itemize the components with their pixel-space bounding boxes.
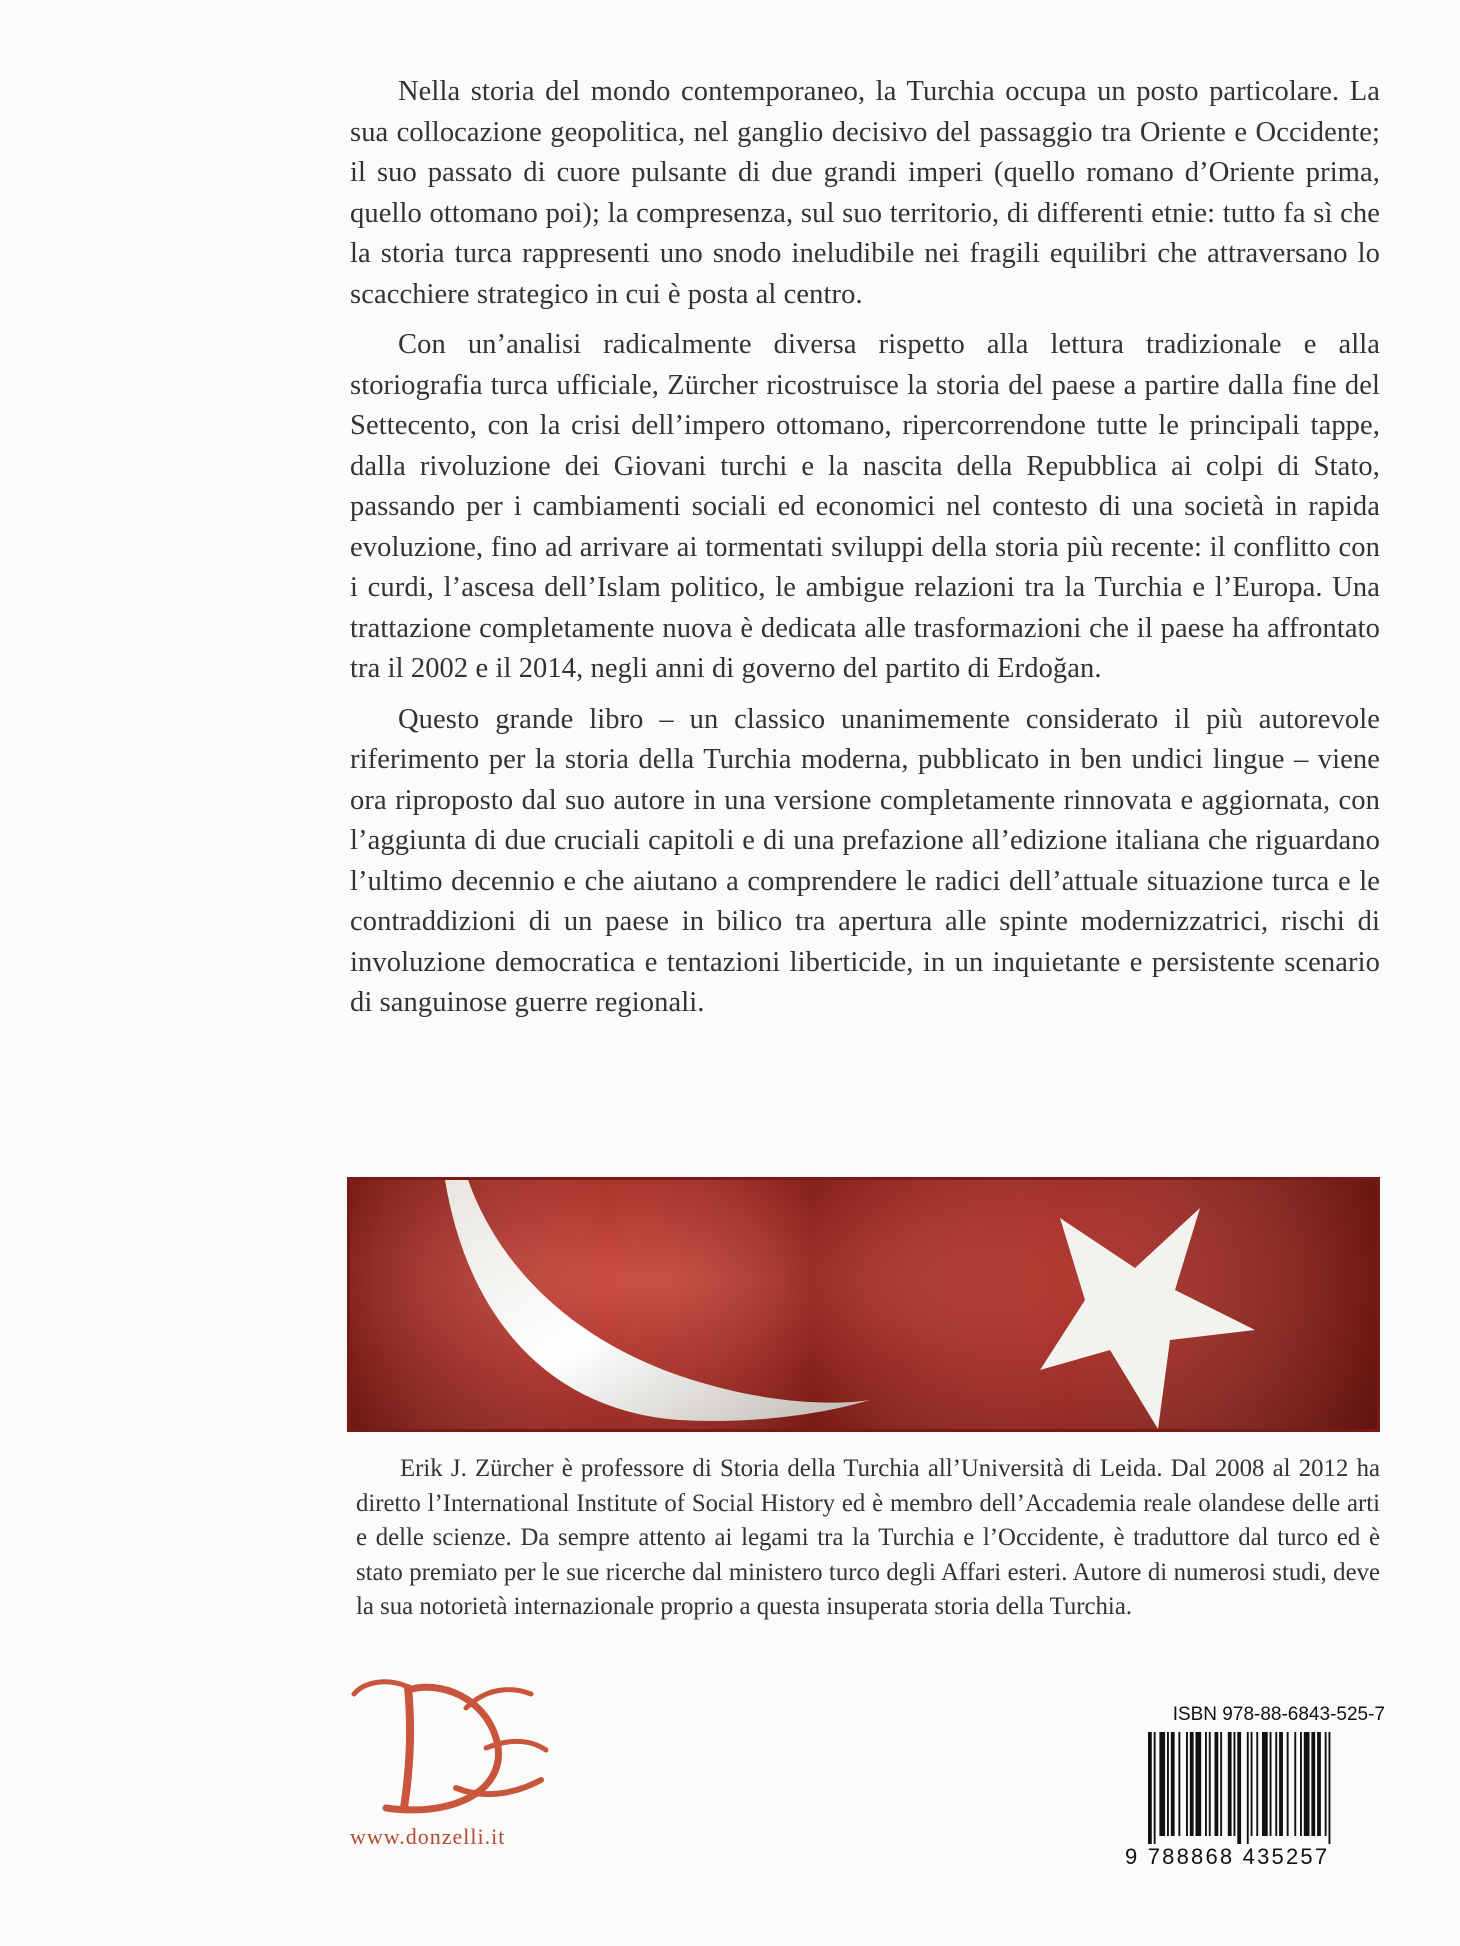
barcode-bar [1251,1732,1253,1836]
barcode-bar [1294,1732,1296,1836]
barcode-bar [1270,1732,1272,1836]
barcode-icon [1148,1732,1383,1844]
barcode-bar [1167,1732,1169,1836]
barcode-bar [1154,1732,1156,1844]
blurb-paragraph-2: Con un’analisi radicalmente diversa rispetto alla lettura tradizionale e alla storiografia turca ufficiale, Zürcher ricostruisce la storia del paese a partire dalla fine del Settecento, con la crisi dell’impero ottomano, ripercorrendone tutte le principali tappe, dalla rivoluzione dei Giovani turchi e la nascita della Repubblica ai colpi di Stato, passando per i cambiamenti sociali ed economici nel contesto di una società in rapida evoluzione, fino ad arrivare ai tormentati sviluppi della storia più recente: il conflitto con i curdi, l’ascesa dell’Islam politico, le ambigue relazioni tra la Turchia e l’Europa. Una trattazione completamente nuova è dedicata alle trasformazioni che il paese ha affrontato tra il 2002 e il 2014, negli anni di governo del partito di Erdoğan. [350,329,1380,684]
barcode-bar [1220,1732,1222,1836]
barcode-bar [1279,1732,1283,1836]
barcode-bar [1300,1732,1302,1836]
barcode-bar [1228,1732,1232,1836]
barcode-bar [1237,1732,1241,1844]
barcode-bar [1329,1732,1331,1844]
de-logo-icon [346,1668,556,1818]
barcode-bar [1205,1732,1207,1836]
turkish-flag-banner [347,1177,1380,1432]
barcode-bar [1190,1732,1194,1836]
blurb-paragraph-1: Nella storia del mondo contemporaneo, la Turchia occupa un posto particolare. La sua collocazione geopolitica, nel ganglio decisivo del passaggio tra Oriente e Occidente; il suo passato di cuore pulsante di due grandi imperi (quello romano d’Oriente prima, quello ottomano poi); la compresenza, sul suo territorio, di differenti etnie: tutto fa sì che la storia turca rappresenti uno snodo ineludibile nei fragili equilibri che attraversano lo scacchiere strategico in cui è posta al centro. [350,76,1380,310]
publisher-logo [346,1668,556,1818]
author-bio-text: Erik J. Zürcher è professore di Storia della Turchia all’Università di Leida. Dal 2008 al 2012 ha diretto l’International Institute of Social History ed è membro dell’Accademia reale olandese delle arti e delle scienze. Da sempre attento ai legami tra la Turchia e l’Occidente, è traduttore dal turco ed è stato premiato per le sue ricerche dal ministero turco degli Affari esteri. Autore di numerosi studi, deve la sua notorietà internazionale proprio a questa insuperata storia della Turchia. [356,1455,1380,1620]
barcode-bar [1171,1732,1175,1836]
barcode-bar [1304,1732,1310,1836]
barcode-bar [1317,1732,1321,1836]
publisher-website: www.donzelli.it [350,1824,506,1849]
barcode-bar [1234,1732,1236,1836]
barcode-bar [1196,1732,1202,1836]
barcode-bar [1287,1732,1289,1836]
isbn-label: ISBN 978-88-6843-525-7 [1172,1704,1385,1725]
author-bio [356,1452,1380,1625]
barcode-bar [1262,1732,1268,1836]
barcode-bar [1311,1732,1315,1836]
blurb-paragraph-3: Questo grande libro – un classico unanimemente considerato il più autorevole riferimento per la storia della Turchia moderna, pubblicato in ben undici lingue – viene ora riproposto dal suo autore in una versione completamente rinnovata e aggiornata, con l’aggiunta di due cruciali capitoli e di una prefazione all’edizione italiana che riguardano l’ultimo decennio e che aiutano a comprendere le radici dell’attuale situazione turca e le contraddizioni di un paese in bilico tra apertura alle spinte modernizzatrici, rischi di involuzione democratica e tentazioni liberticide, in un inquietante e persistente scenario di sanguinose guerre regionali. [350,703,1380,1018]
barcode-bar [1159,1732,1165,1836]
barcode-bar [1178,1732,1180,1836]
barcode-bar [1148,1732,1152,1844]
flag-image [350,1180,1377,1429]
barcode-bar [1325,1732,1327,1836]
barcode-bar [1209,1732,1211,1836]
barcode-bar [1186,1732,1188,1836]
barcode-bar [1275,1732,1277,1836]
blurb [350,72,1380,1034]
barcode-bar [1215,1732,1219,1836]
barcode-bar [1256,1732,1258,1836]
barcode-bar [1247,1732,1249,1844]
barcode-digits: 9 788868 435257 [1125,1844,1330,1869]
